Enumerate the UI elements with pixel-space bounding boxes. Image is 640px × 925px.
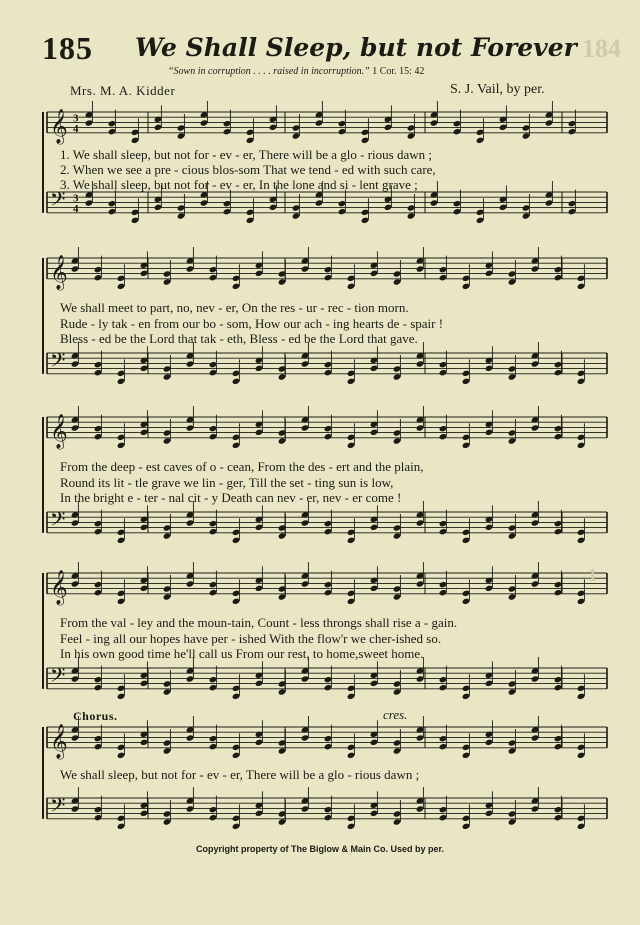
bass-clef-icon: 𝄢 [50,663,66,692]
bass-clef-icon: 𝄢 [50,793,66,822]
bleed-through-mark: 1 [588,565,597,585]
lyric-line-chorus: We shall sleep, but not for - ev - er, There will be a glo - rious dawn ; [60,767,420,782]
hymn-number: 185 [42,30,93,66]
bass-clef-icon: 𝄢 [50,348,66,377]
time-signature-bottom: 4 [73,122,79,135]
scripture-epigraph [168,66,528,77]
treble-clef-icon: 𝄞 [50,254,68,290]
lyric-line-verse-1: We shall meet to part, no, nev - er, On the res - ur - rec - tion morn. [60,300,409,315]
lyric-line-verse-2: Round its lit - tle grave we lin - ger, Till the set - ting sun is low, [60,475,394,490]
lyric-line-verse-1: From the deep - est caves of o - cean, From the des - ert and the plain, [60,459,424,474]
time-signature-bottom: 4 [73,202,79,215]
lyricist-credit: Mrs. M. A. Kidder [70,83,176,98]
treble-clef-icon: 𝄞 [50,413,68,449]
lyric-line-verse-3: Bless - ed be the Lord that tak - eth, Bless - ed be the Lord that gave. [60,331,418,346]
lyric-line-verse-3: In his own good time he'll call us From our rest, to home,sweet home. [60,646,424,661]
epigraph-reference: 1 Cor. 15: 42 [372,66,425,77]
bass-clef-icon: 𝄢 [50,507,66,536]
music-system-3 [0,413,640,552]
treble-clef-icon: 𝄞 [50,569,68,605]
bleed-through-number: 184 [582,34,621,63]
lyric-line-verse-3: 3. We shall sleep, but not for - ev - er, In the lone and si - lent grave ; [60,177,418,192]
lyric-line-verse-2: 2. When we see a pre - cious blos-som That we tend - ed with such care, [60,162,436,177]
chorus-label: Chorus. [73,709,118,723]
time-signature-top: 3 [73,192,79,205]
lyric-line-verse-1: 1. We shall sleep, but not for - ev - er, There will be a glo - rious dawn ; [60,147,432,162]
lyric-line-verse-1: From the val - ley and the moun-tain, Count - less throngs shall rise a - gain. [60,615,458,630]
treble-clef-icon: 𝄞 [50,108,68,144]
music-system-2 [0,254,640,393]
copyright-notice: Copyright property of The Biglow & Main Co. Used by per. [195,844,444,854]
lyric-line-verse-3: In the bright e - ter - nal cit - y Death can nev - er, nev - er come ! [60,490,402,505]
lyric-line-verse-2: Feel - ing all our hopes have per - ished With the flow'r we cher-ished so. [60,631,442,646]
epigraph-quote: “Sown in corruption . . . . raised in incorruption.” [168,66,370,77]
music-system-4 [0,569,640,708]
music-system-1 [0,104,640,239]
treble-clef-icon: 𝄞 [50,723,68,759]
crescendo-marking: cres. [383,707,408,722]
music-system-chorus [0,707,640,845]
bass-clef-icon: 𝄢 [50,187,66,216]
lyric-line-verse-2: Rude - ly tak - en from our bo - som, How our ach - ing hearts de - spair ! [60,316,444,331]
composer-credit: S. J. Vail, by per. [450,82,545,97]
hymn-title: We Shall Sleep, but not Forever [135,33,577,62]
time-signature-top: 3 [73,112,79,125]
